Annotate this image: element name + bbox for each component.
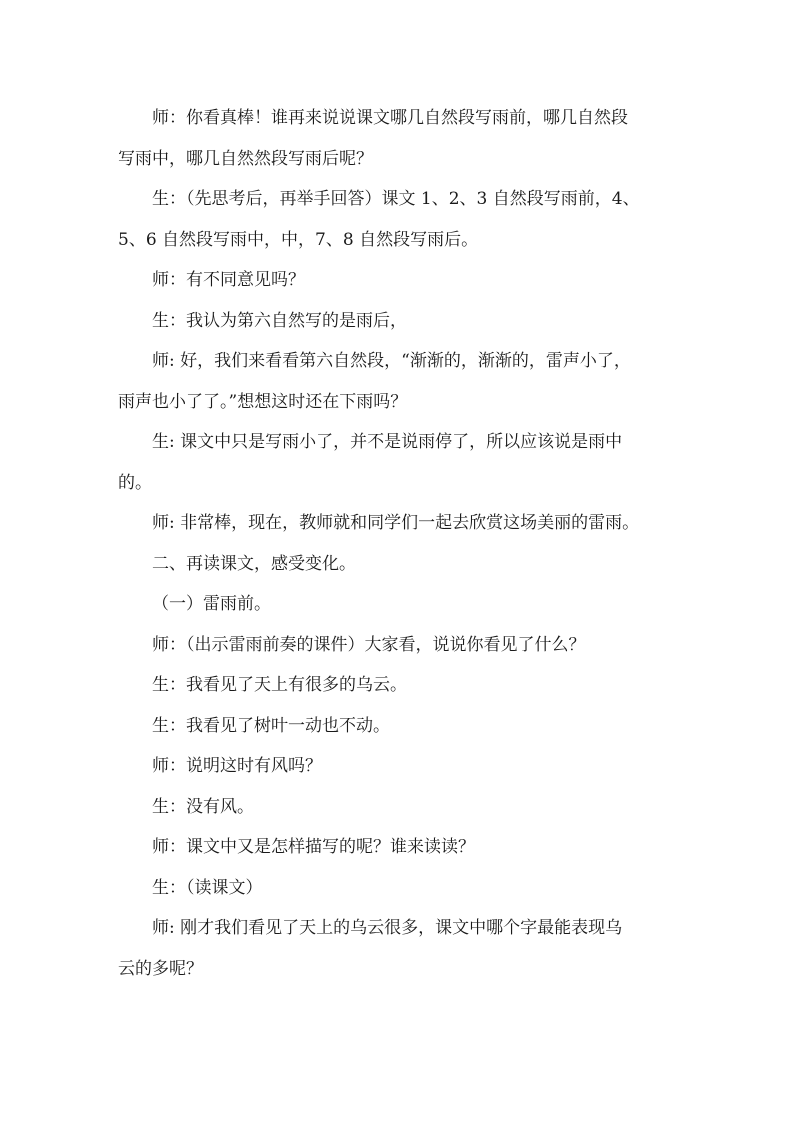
text-line: 雨声也小了了。”想想这时还在下雨吗？	[118, 391, 408, 412]
paragraph	[118, 665, 678, 706]
paragraph	[118, 787, 678, 828]
section-heading	[118, 544, 678, 585]
text-line: 生: 课文中只是写雨小了，并不是说雨停了，所以应该说是雨中	[152, 432, 623, 452]
text-line: 师：（出示雷雨前奏的课件）大家看，说说你看见了什么？	[152, 634, 586, 655]
paragraph	[118, 301, 678, 342]
text-line: 师: 好，我们来看看第六自然段，“渐渐的，渐渐的，雷声小了，	[152, 351, 631, 371]
paragraph	[118, 98, 678, 179]
text-line: 的。	[118, 472, 152, 493]
paragraph	[118, 706, 678, 747]
paragraph	[118, 827, 678, 868]
text-line: 师：课文中又是怎样描写的呢？谁来读读？	[152, 837, 475, 857]
text-line: 生：我看见了天上有很多的乌云。	[152, 675, 407, 695]
document-body	[118, 98, 678, 989]
text-line: 师：有不同意见吗？	[152, 270, 305, 290]
text-line: 5、6 自然段写雨中，中，7、8 自然段写雨后。	[118, 229, 479, 250]
text-line: 二、再读课文，感受变化。	[152, 553, 356, 574]
paragraph	[118, 422, 678, 503]
text-line: 师: 非常棒，现在，教师就和同学们一起去欣赏这场美丽的雷雨。	[152, 513, 640, 533]
paragraph	[118, 625, 678, 666]
paragraph	[118, 746, 678, 787]
text-line: 师：说明这时有风吗？	[152, 756, 322, 776]
text-line: 师: 刚才我们看见了天上的乌云很多，课文中哪个字最能表现乌	[152, 918, 623, 938]
paragraph	[118, 868, 678, 909]
paragraph	[118, 908, 678, 989]
paragraph	[118, 503, 678, 544]
text-line: （一）雷雨前。	[152, 594, 271, 614]
paragraph	[118, 260, 678, 301]
text-line: 师：你看真棒！谁再来说说课文哪几自然段写雨前，哪几自然段	[152, 108, 628, 128]
paragraph	[118, 341, 678, 422]
paragraph	[118, 179, 678, 260]
text-line: 写雨中，哪几自然然段写雨后呢？	[118, 148, 373, 169]
text-line: 生：我看见了树叶一动也不动。	[152, 715, 390, 736]
text-line: 云的多呢？	[118, 958, 203, 979]
text-line: 生：没有风。	[152, 796, 254, 817]
text-line: 生：（读课文）	[152, 877, 263, 898]
text-line: 生：我认为第六自然写的是雨后，	[152, 310, 407, 331]
subsection-heading	[118, 584, 678, 625]
text-line: 生：（先思考后，再举手回答）课文 1、2、3 自然段写雨前，4、	[152, 189, 640, 209]
